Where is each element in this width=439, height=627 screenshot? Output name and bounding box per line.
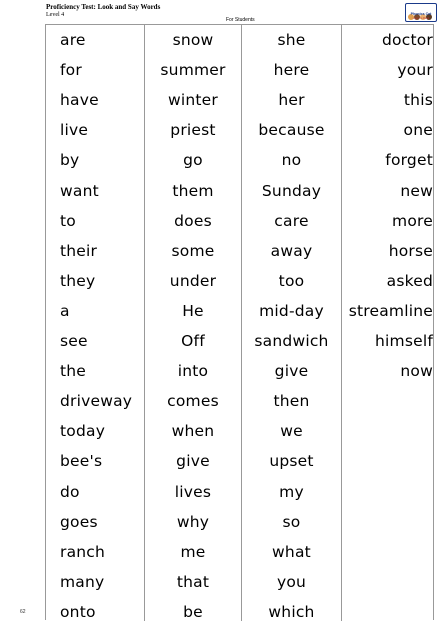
sight-word: snow	[172, 31, 214, 49]
sight-word: new	[400, 181, 433, 200]
sight-word: which	[268, 602, 315, 621]
sight-word: her	[278, 91, 305, 110]
sight-word: care	[274, 211, 309, 230]
sight-word: into	[177, 362, 209, 381]
sight-word: by	[60, 151, 80, 170]
sight-word: driveway	[60, 392, 133, 411]
sight-word: Sunday	[261, 181, 322, 200]
sight-word: no	[281, 151, 302, 170]
sight-word: live	[60, 121, 89, 140]
word-column-2	[145, 25, 241, 621]
sight-word: so	[282, 512, 301, 531]
audience-label: For Students	[226, 17, 255, 23]
sight-word: does	[174, 211, 212, 230]
sight-word: then	[273, 392, 310, 411]
sight-word: because	[258, 121, 325, 140]
word-column-4	[342, 25, 433, 621]
sight-word: one	[403, 121, 433, 140]
sight-word: horse	[388, 241, 433, 260]
sight-word: today	[60, 422, 106, 441]
sight-word: under	[169, 271, 217, 290]
sight-word: me	[180, 542, 206, 561]
sight-word: are	[60, 31, 86, 49]
sight-word: this	[403, 91, 433, 110]
sight-word: she	[277, 31, 306, 49]
sight-word: have	[60, 91, 99, 110]
sight-word: priest	[170, 121, 216, 140]
sight-word: ranch	[60, 542, 106, 561]
sight-word: more	[392, 211, 433, 230]
level-label: Level 4	[46, 12, 65, 18]
sight-word: too	[278, 271, 305, 290]
sight-word: go	[183, 151, 203, 170]
sight-word: mid-day	[259, 301, 324, 320]
sight-word: my	[279, 482, 304, 501]
sight-word: onto	[60, 602, 96, 621]
word-column-3	[242, 25, 341, 621]
sight-word: see	[60, 332, 88, 350]
phonics-logo	[405, 3, 437, 22]
sight-word: winter	[168, 91, 218, 110]
sight-word: do	[60, 482, 80, 501]
sight-word: upset	[269, 452, 314, 471]
sight-word: you	[276, 572, 307, 591]
sight-word: some	[171, 241, 215, 260]
sight-word: comes	[167, 392, 219, 411]
sight-word: them	[172, 181, 214, 200]
sight-word: goes	[60, 512, 98, 531]
sight-word: when	[171, 422, 215, 441]
sight-word: for	[60, 61, 82, 80]
sight-word: Off	[181, 332, 205, 350]
sight-word: your	[397, 61, 433, 80]
sight-word: we	[280, 422, 303, 441]
sight-word: streamline	[348, 301, 433, 320]
document-title: Proficiency Test: Look and Say Words	[46, 3, 161, 11]
sight-word: asked	[386, 271, 433, 290]
sight-word: give	[176, 452, 210, 471]
sight-word: here	[273, 61, 310, 80]
sight-word: be	[183, 602, 203, 621]
logo-text: Phonics Cat	[410, 12, 432, 16]
logo-subtext: Learn to Read	[412, 16, 430, 20]
sight-word: bee's	[60, 452, 103, 471]
page-number: 62	[20, 609, 26, 615]
sight-word: they	[60, 271, 96, 290]
sight-word: want	[60, 181, 99, 200]
sight-word: a	[60, 301, 70, 320]
sight-word: lives	[174, 482, 212, 501]
sight-word: give	[274, 362, 309, 381]
word-column-1	[46, 25, 144, 621]
sight-word: that	[176, 572, 210, 591]
sight-word: himself	[374, 332, 433, 350]
logo-faces-icon	[408, 5, 434, 12]
sight-word: why	[176, 512, 210, 531]
sight-word: forget	[385, 151, 433, 170]
sight-word: sandwich	[254, 332, 329, 350]
sight-word: their	[60, 241, 98, 260]
sight-word: what	[272, 542, 311, 561]
sight-word: to	[60, 211, 76, 230]
sight-word: summer	[160, 61, 226, 80]
sight-word: now	[400, 362, 433, 381]
sight-word: He	[182, 301, 204, 320]
word-grid	[45, 24, 434, 620]
sight-word: many	[60, 572, 105, 591]
sight-word: away	[270, 241, 313, 260]
sight-word: doctor	[382, 31, 433, 49]
sight-word: the	[60, 362, 87, 381]
